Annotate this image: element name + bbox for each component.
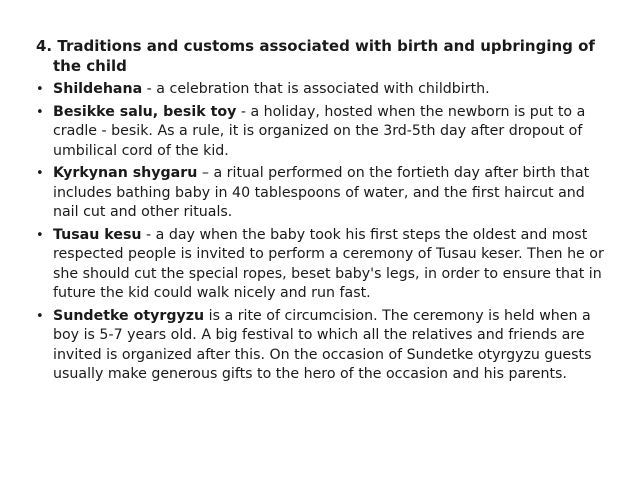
bullet-list [36,80,610,385]
section-title: Traditions and customs associated with birth and upbringing of the child [53,37,595,75]
item-text: - a day when the baby took his first steps the oldest and most respected people is invited to perform a ceremony of Tusau keser. Then he or she should cut the special ropes, beset baby's legs, in order to ensure that in future the kid could walk nicely and run fast. [53,226,604,301]
item-term: Kyrkynan shygaru [53,165,198,181]
section-heading [36,36,610,76]
item-term: Shildehana [53,81,143,97]
item-term: Sundetke otyrgyzu [53,307,205,324]
bullet-icon: • [36,166,44,181]
item-text: - a holiday, hosted when the newborn is put to a cradle - besik. As a rule, it is organized on the 3rd-5th day after dropout of umbilical cord of the kid. [53,103,586,159]
bullet-icon: • [36,82,44,97]
bullet-icon: • [36,227,44,243]
bullet-icon: • [36,308,44,324]
list-item [36,307,610,385]
list-item [36,164,610,223]
bullet-icon: • [36,104,44,120]
item-text: - a celebration that is associated with childbirth. [142,81,490,97]
section-number: 4. [36,37,53,55]
list-item [36,80,610,100]
list-item [36,103,610,162]
item-term: Besikke salu, besik toy [53,103,237,120]
item-term: Tusau kesu [53,226,142,243]
list-item [36,226,610,304]
item-text: is a rite of circumcision. The ceremony is held when a boy is 5-7 years old. A big festival to which all the relatives and friends are invited is organized after this. On the occasion of Sundetke otyrgyzu guests usually make generous gifts to the hero of the occasion and his parents. [53,307,592,382]
item-text: – a ritual performed on the fortieth day after birth that includes bathing baby in 40 tablespoons of water, and the first haircut and nail cut and other rituals. [53,165,590,220]
